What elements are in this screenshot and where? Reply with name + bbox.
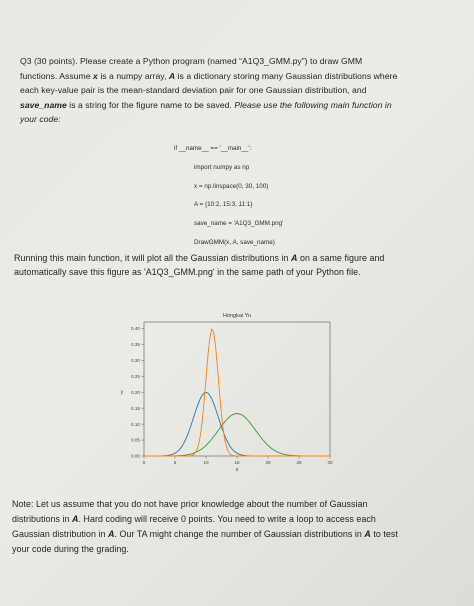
note-line-4: your code during the grading. xyxy=(12,544,129,554)
running-paragraph xyxy=(14,251,464,279)
question-line-5: your code: xyxy=(20,114,61,125)
x-axis-label: x xyxy=(235,467,239,473)
x-tick-label: 20 xyxy=(265,460,271,465)
code-line-import: import numpy as np xyxy=(194,163,250,171)
y-tick-label: 0.15 xyxy=(131,405,140,411)
y-tick-label: 0.40 xyxy=(131,326,140,332)
gaussian-curve xyxy=(144,329,330,456)
question-paragraph xyxy=(20,54,460,127)
y-tick-label: 0.00 xyxy=(131,453,140,459)
x-tick-label: 10 xyxy=(203,460,209,465)
series-lines xyxy=(144,329,330,456)
x-tick-label: 30 xyxy=(327,460,333,465)
y-tick-label: 0.35 xyxy=(131,342,140,348)
code-line-dict: A = {10:2, 15:3, 11:1} xyxy=(194,201,253,209)
main-function-code xyxy=(174,140,374,253)
plot-frame xyxy=(144,322,330,456)
y-axis-label: y xyxy=(120,389,124,396)
note-line-1: Note: Let us assume that you do not have prior knowledge about the number of Gaussian xyxy=(12,499,368,509)
x-tick-label: 15 xyxy=(234,460,240,465)
y-tick-label: 0.20 xyxy=(131,389,140,395)
note-line-3: Gaussian distribution in A. Our TA might change the number of Gaussian distributions in A to test xyxy=(12,529,398,539)
x-ticks xyxy=(143,456,333,465)
running-line-2: automatically save this figure as 'A1Q3_GMM.png' in the same path of your Python file. xyxy=(14,267,361,278)
question-line-2: functions. Assume x is a numpy array, A is a dictionary storing many Gaussian distributions where xyxy=(20,70,398,81)
question-line-1: Q3 (30 points). Please create a Python program (named “A1Q3_GMM.py”) to draw GMM xyxy=(20,56,363,66)
running-line-1: Running this main function, it will plot all the Gaussian distributions in A on a same figure and xyxy=(14,253,385,263)
gmm-chart xyxy=(108,306,358,476)
code-line-if-main: if __name__ == '__main__': xyxy=(174,145,252,152)
y-ticks xyxy=(131,326,144,459)
x-tick-label: 0 xyxy=(142,460,146,465)
x-tick-label: 5 xyxy=(173,460,177,465)
x-tick-label: 25 xyxy=(296,460,302,465)
y-tick-label: 0.25 xyxy=(131,373,140,379)
code-line-call: DrawGMM(x, A, save_name) xyxy=(194,238,275,246)
y-tick-label: 0.30 xyxy=(131,357,140,363)
code-line-save-name: save_name = 'A1Q3_GMM.png' xyxy=(194,220,284,228)
y-tick-label: 0.05 xyxy=(131,437,140,443)
question-line-3: each key-value pair is the mean-standard deviation pair for one Gaussian distribution, and xyxy=(20,85,367,96)
note-line-2: distributions in A. Hard coding will receive 0 points. You need to write a loop to access each xyxy=(12,514,376,524)
gaussian-curve xyxy=(144,392,330,456)
question-line-4: save_name is a string for the figure name to be saved. Please use the following main function in xyxy=(20,99,392,110)
code-line-linspace: x = np.linspace(0, 30, 100) xyxy=(194,182,269,190)
y-tick-label: 0.10 xyxy=(131,421,140,427)
gaussian-curve xyxy=(144,414,330,456)
chart-title: Hongkai Yu xyxy=(222,313,252,319)
note-paragraph xyxy=(12,497,464,557)
gmm-chart-svg xyxy=(108,306,358,476)
